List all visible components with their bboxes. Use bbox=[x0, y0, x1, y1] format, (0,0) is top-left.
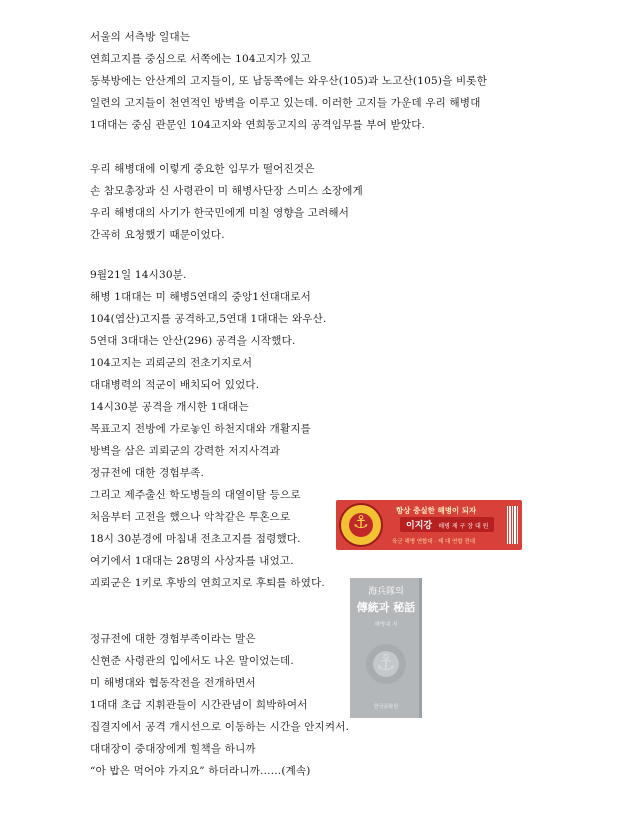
text-line: 방벽을 삼은 괴뢰군의 강력한 저지사격과 bbox=[90, 445, 280, 457]
text-line: 1대대 초급 지휘관들이 시간관념이 희박하여서 bbox=[90, 699, 308, 711]
anchor-icon: ⚓ bbox=[352, 512, 370, 533]
text-line: 일련의 고지들이 천연적인 방벽을 이루고 있는데. 이러한 고지들 가운데 우리 해병대 bbox=[90, 97, 481, 109]
text-line: 여기에서 1대대는 28명의 사상자를 내었고. bbox=[90, 555, 294, 567]
text-line: 그리고 제주출신 학도병들의 대열이탈 등으로 bbox=[90, 489, 301, 501]
text-line: 대대병력의 적군이 배치되어 있었다. bbox=[90, 379, 260, 391]
text-line: 우리 해병대에 이렇게 중요한 임무가 떨어진것은 bbox=[90, 163, 315, 175]
text-line: 104고지는 괴뢰군의 전초기지로서 bbox=[90, 357, 253, 369]
text-line: 104(염산)고지를 공격하고,5연대 1대대는 와우산. bbox=[90, 313, 327, 325]
sticker-footer: 육군 해병 연합대 · 제 대 연합 전대 bbox=[392, 539, 476, 545]
text-line: 서울의 서측방 일대는 bbox=[90, 31, 191, 43]
book-title: 傳統과 秘話 bbox=[356, 601, 416, 614]
book-subtitle: 海兵隊의 bbox=[368, 587, 404, 597]
book-author: 해병대 저 bbox=[374, 622, 398, 628]
text-line: 처음부터 고전을 했으나 악착같은 투혼으로 bbox=[90, 511, 291, 523]
book-cover-image bbox=[350, 578, 422, 718]
text-line: 1대대는 중심 관문인 104고지와 연희동고지의 공격임무를 부여 받았다. bbox=[90, 119, 426, 131]
text-line: 연희고지를 중심으로 서쪽에는 104고지가 있고 bbox=[90, 53, 311, 65]
text-line: 간곡히 요청했기 때문이었다. bbox=[90, 229, 225, 241]
text-line: 괴뢰군은 1키로 후방의 연희고지로 후퇴를 하였다. bbox=[90, 577, 325, 589]
text-line: 정규전에 대한 경험부족이라는 말은 bbox=[90, 633, 256, 645]
text-line: 9월21일 14시30분. bbox=[90, 269, 187, 281]
text-line: 신현준 사령관의 입에서도 나온 말이었는데. bbox=[90, 655, 294, 667]
sticker-name: 이지강 해병 제 구 장 대 원 bbox=[400, 517, 494, 532]
book-publisher: 한국문화원 bbox=[373, 704, 399, 710]
sticker-motto: 항상 충실한 해병이 되자 bbox=[396, 506, 477, 515]
text-line: 집결지에서 공격 개시선으로 이동하는 시간을 안지켜서. bbox=[90, 721, 350, 733]
text-line: 동북방에는 안산계의 고지들이, 또 남동쪽에는 와우산(105)과 노고산(105)을 비롯한 bbox=[90, 75, 488, 87]
text-line: 미 해병대와 협동작전을 전개하면서 bbox=[90, 677, 256, 689]
text-line: 18시 30분경에 마침내 전초고지를 점령했다. bbox=[90, 533, 301, 545]
barcode-icon bbox=[507, 506, 519, 544]
marine-sticker-image bbox=[336, 500, 522, 550]
text-line: 우리 해병대의 사기가 한국민에게 미칠 영향을 고려해서 bbox=[90, 207, 350, 219]
marine-emblem-icon: ⚓ bbox=[366, 644, 406, 684]
marine-emblem-icon bbox=[339, 503, 383, 547]
text-line: 5연대 3대대는 안산(296) 공격을 시작했다. bbox=[90, 335, 296, 347]
text-line: 손 참모총장과 신 사령관이 미 해병사단장 스미스 소장에게 bbox=[90, 185, 363, 197]
text-line: 14시30분 공격을 개시한 1대대는 bbox=[90, 401, 249, 413]
text-line: 정규전에 대한 경험부족. bbox=[90, 467, 205, 479]
text-line: 해병 1대대는 미 해병5연대의 중앙1선대대로서 bbox=[90, 291, 311, 303]
text-line: 대대장이 중대장에게 힐책을 하니까 bbox=[90, 743, 256, 755]
text-line: 목표고지 전방에 가로놓인 하천지대와 개활지를 bbox=[90, 423, 312, 435]
text-line: “아 밥은 먹어야 가지요” 하더라니까......(계속) bbox=[90, 765, 311, 777]
